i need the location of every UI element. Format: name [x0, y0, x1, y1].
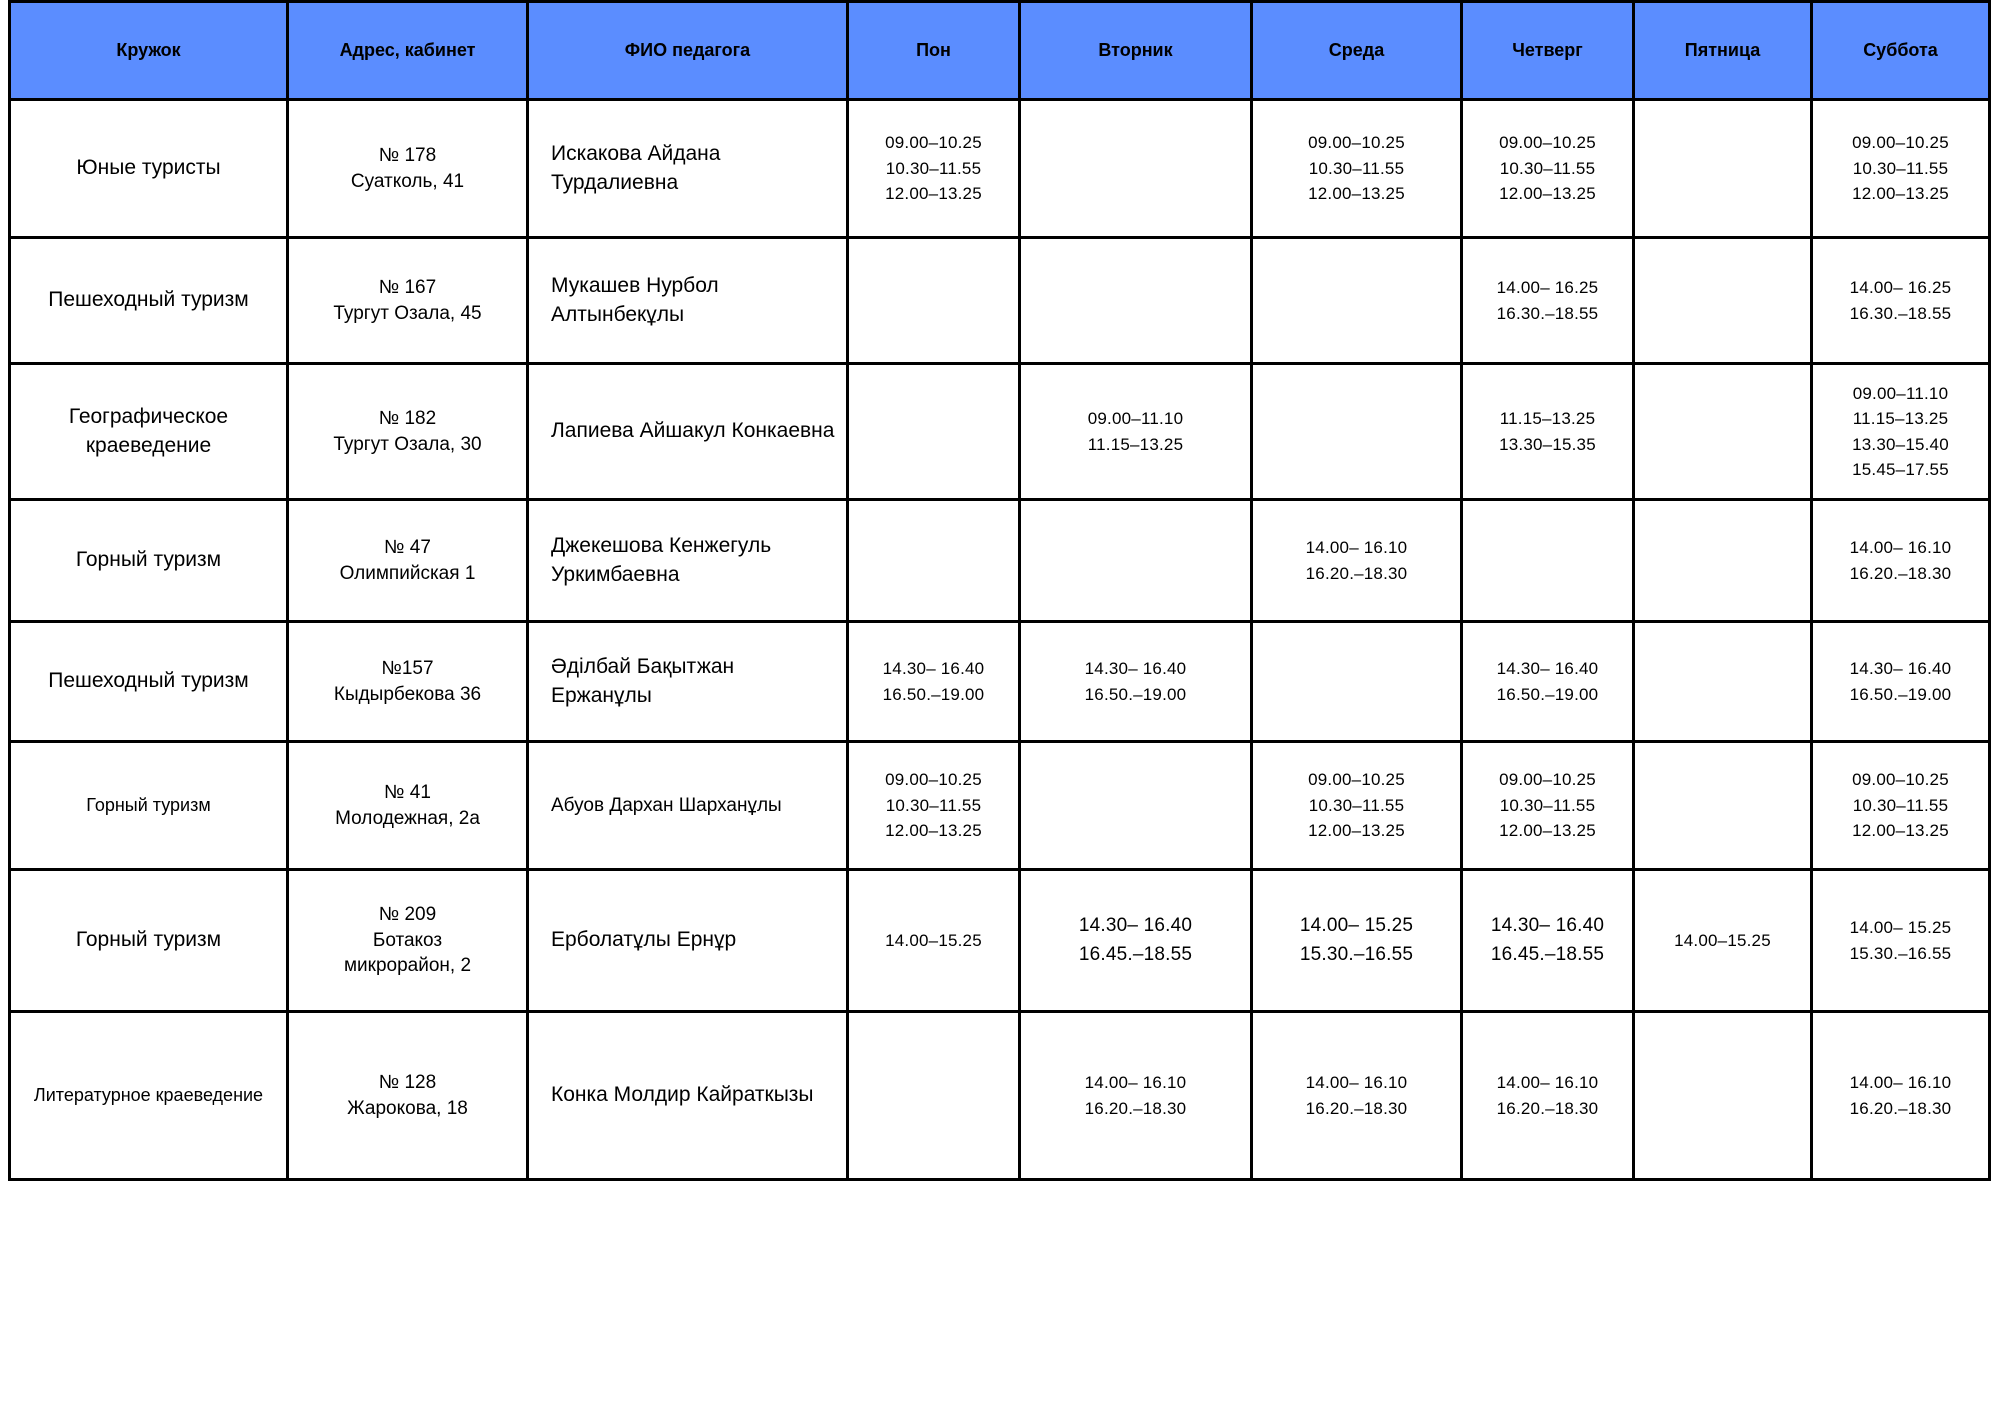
- cell-monday: [848, 500, 1020, 622]
- cell-club: Горный туризм: [10, 500, 288, 622]
- column-header-monday: Пон: [848, 2, 1020, 100]
- time-slot: 12.00–13.25: [1852, 821, 1949, 841]
- cell-thursday: [1462, 1012, 1634, 1180]
- cell-saturday: [1812, 100, 1990, 238]
- address-line: Кыдырбекова 36: [333, 683, 482, 705]
- cell-saturday: [1812, 364, 1990, 500]
- cell-thursday: [1462, 742, 1634, 870]
- time-slot: 10.30–11.55: [885, 158, 982, 178]
- cell-saturday: [1812, 1012, 1990, 1180]
- cell-teacher: Лапиева Айшакул Конкаевна: [528, 364, 848, 500]
- cell-teacher: Ерболатұлы Ернұр: [528, 870, 848, 1012]
- cell-monday: [848, 622, 1020, 742]
- cell-friday: [1634, 100, 1812, 238]
- table-row: [10, 742, 1990, 870]
- table-row: [10, 238, 1990, 364]
- cell-club: Литературное краеведение: [10, 1012, 288, 1180]
- address-line: Молодежная, 2а: [335, 807, 480, 829]
- cell-monday: [848, 1012, 1020, 1180]
- cell-wednesday: [1252, 742, 1462, 870]
- time-slot: 11.15–13.25: [1852, 409, 1949, 428]
- cell-thursday: [1462, 870, 1634, 1012]
- cell-tuesday: [1020, 870, 1252, 1012]
- address-line: № 128: [378, 1071, 437, 1093]
- column-header-thursday: Четверг: [1462, 2, 1634, 100]
- time-slot: 13.30–15.40: [1852, 434, 1949, 454]
- cell-wednesday: [1252, 500, 1462, 622]
- time-slot: 10.30–11.55: [1308, 795, 1405, 815]
- cell-club: Горный туризм: [10, 870, 288, 1012]
- cell-club: Пешеходный туризм: [10, 238, 288, 364]
- cell-wednesday: [1252, 100, 1462, 238]
- time-slot: 12.00–13.25: [885, 821, 982, 841]
- column-header-friday: Пятница: [1634, 2, 1812, 100]
- address-line: №157: [381, 657, 434, 679]
- time-slot: 16.50.–19.00: [1849, 684, 1952, 704]
- address-line: Олимпийская 1: [339, 562, 476, 584]
- time-slot: 14.00– 15.25: [1849, 918, 1952, 937]
- address-line: Суатколь, 41: [350, 170, 465, 192]
- time-slot: 10.30–11.55: [1852, 795, 1949, 815]
- time-slot: 13.30–15.35: [1499, 434, 1596, 454]
- table-row: [10, 622, 1990, 742]
- cell-saturday: [1812, 870, 1990, 1012]
- time-slot: 11.15–13.25: [1499, 409, 1596, 428]
- cell-club: Географическое краеведение: [10, 364, 288, 500]
- cell-friday: [1634, 238, 1812, 364]
- cell-friday: [1634, 500, 1812, 622]
- time-slot: 12.00–13.25: [1499, 184, 1596, 204]
- table-row: [10, 870, 1990, 1012]
- time-slot: 14.00– 16.10: [1305, 538, 1408, 557]
- time-slot: 14.00– 15.25: [1299, 915, 1414, 936]
- cell-tuesday: [1020, 100, 1252, 238]
- address-line: № 178: [378, 144, 437, 166]
- cell-address: [288, 870, 528, 1012]
- cell-saturday: [1812, 622, 1990, 742]
- time-slot: 12.00–13.25: [1499, 821, 1596, 841]
- time-slot: 11.15–13.25: [1087, 434, 1184, 454]
- table-row: [10, 364, 1990, 500]
- cell-thursday: [1462, 238, 1634, 364]
- cell-tuesday: [1020, 622, 1252, 742]
- time-slot: 16.20.–18.30: [1305, 563, 1408, 583]
- cell-address: [288, 238, 528, 364]
- table-body: [10, 100, 1990, 1180]
- cell-thursday: [1462, 100, 1634, 238]
- time-slot: 14.00– 16.10: [1849, 1073, 1952, 1092]
- address-line: № 47: [384, 536, 431, 558]
- time-slot: 09.00–10.25: [1499, 770, 1596, 790]
- column-header-club: Кружок: [10, 2, 288, 100]
- time-slot: 09.00–10.25: [1499, 133, 1596, 153]
- address-line: микрорайон, 2: [343, 955, 472, 977]
- cell-friday: [1634, 1012, 1812, 1180]
- time-slot: 12.00–13.25: [1852, 184, 1949, 204]
- header-row: [10, 2, 1990, 100]
- cell-thursday: [1462, 500, 1634, 622]
- time-slot: 12.00–13.25: [885, 184, 982, 204]
- time-slot: 14.30– 16.40: [1849, 659, 1952, 678]
- table-row: [10, 100, 1990, 238]
- time-slot: 14.30– 16.40: [882, 659, 985, 678]
- time-slot: 16.30.–18.55: [1849, 303, 1952, 323]
- time-slot: 16.30.–18.55: [1496, 303, 1599, 323]
- time-slot: 14.00– 16.25: [1496, 278, 1599, 297]
- time-slot: 10.30–11.55: [1499, 795, 1596, 815]
- cell-tuesday: [1020, 364, 1252, 500]
- time-slot: 09.00–11.10: [1087, 409, 1184, 428]
- time-slot: 14.00– 16.10: [1305, 1073, 1408, 1092]
- address-line: № 209: [378, 904, 437, 926]
- time-slot: 16.50.–19.00: [1496, 684, 1599, 704]
- cell-wednesday: [1252, 870, 1462, 1012]
- time-slot: 16.20.–18.30: [1305, 1098, 1408, 1118]
- time-slot: 15.30.–16.55: [1299, 943, 1414, 965]
- address-line: № 167: [378, 276, 437, 298]
- cell-saturday: [1812, 238, 1990, 364]
- time-slot: 16.50.–19.00: [882, 684, 985, 704]
- column-header-wednesday: Среда: [1252, 2, 1462, 100]
- cell-address: [288, 742, 528, 870]
- address-line: № 182: [378, 407, 437, 429]
- address-line: № 41: [384, 781, 431, 803]
- time-slot: 09.00–10.25: [1852, 133, 1949, 153]
- cell-thursday: [1462, 364, 1634, 500]
- time-slot: 12.00–13.25: [1308, 821, 1405, 841]
- column-header-address: Адрес, кабинет: [288, 2, 528, 100]
- time-slot: 14.00–15.25: [885, 930, 982, 950]
- time-slot: 14.00– 16.10: [1496, 1073, 1599, 1092]
- cell-teacher: Джекешова Кенжегуль Уркимбаевна: [528, 500, 848, 622]
- column-header-tuesday: Вторник: [1020, 2, 1252, 100]
- cell-teacher: Искакова Айдана Турдалиевна: [528, 100, 848, 238]
- time-slot: 09.00–10.25: [1308, 770, 1405, 790]
- cell-club: Пешеходный туризм: [10, 622, 288, 742]
- cell-club: Горный туризм: [10, 742, 288, 870]
- column-header-saturday: Суббота: [1812, 2, 1990, 100]
- cell-monday: [848, 870, 1020, 1012]
- address-line: Ботакоз: [372, 929, 443, 951]
- time-slot: 14.30– 16.40: [1496, 659, 1599, 678]
- time-slot: 15.30.–16.55: [1849, 943, 1952, 963]
- cell-wednesday: [1252, 364, 1462, 500]
- address-line: Тургут Озала, 30: [333, 433, 482, 455]
- time-slot: 14.30– 16.40: [1490, 915, 1605, 936]
- time-slot: 09.00–10.25: [885, 770, 982, 790]
- column-header-teacher: ФИО педагога: [528, 2, 848, 100]
- time-slot: 14.00–15.25: [1674, 930, 1771, 950]
- cell-teacher: Мукашев Нурбол Алтынбекұлы: [528, 238, 848, 364]
- cell-wednesday: [1252, 238, 1462, 364]
- cell-tuesday: [1020, 500, 1252, 622]
- time-slot: 16.45.–18.55: [1078, 943, 1193, 965]
- time-slot: 12.00–13.25: [1308, 184, 1405, 204]
- table-row: [10, 1012, 1990, 1180]
- cell-address: [288, 100, 528, 238]
- cell-thursday: [1462, 622, 1634, 742]
- cell-monday: [848, 742, 1020, 870]
- time-slot: 14.30– 16.40: [1078, 915, 1193, 936]
- time-slot: 14.00– 16.10: [1084, 1073, 1187, 1092]
- time-slot: 16.20.–18.30: [1849, 1098, 1952, 1118]
- cell-teacher: Конка Молдир Кайраткызы: [528, 1012, 848, 1180]
- cell-tuesday: [1020, 238, 1252, 364]
- time-slot: 16.20.–18.30: [1496, 1098, 1599, 1118]
- time-slot: 16.50.–19.00: [1084, 684, 1187, 704]
- schedule-table: [8, 0, 1991, 1181]
- cell-monday: [848, 238, 1020, 364]
- cell-saturday: [1812, 500, 1990, 622]
- time-slot: 16.20.–18.30: [1849, 563, 1952, 583]
- table-header: [10, 2, 1990, 100]
- cell-friday: [1634, 622, 1812, 742]
- time-slot: 09.00–10.25: [885, 133, 982, 153]
- time-slot: 15.45–17.55: [1852, 460, 1949, 479]
- time-slot: 09.00–10.25: [1308, 133, 1405, 153]
- time-slot: 09.00–11.10: [1852, 383, 1949, 403]
- cell-tuesday: [1020, 1012, 1252, 1180]
- time-slot: 10.30–11.55: [1852, 158, 1949, 178]
- cell-address: [288, 364, 528, 500]
- time-slot: 14.30– 16.40: [1084, 659, 1187, 678]
- cell-tuesday: [1020, 742, 1252, 870]
- time-slot: 10.30–11.55: [885, 795, 982, 815]
- cell-friday: [1634, 364, 1812, 500]
- cell-club: Юные туристы: [10, 100, 288, 238]
- cell-friday: [1634, 742, 1812, 870]
- cell-monday: [848, 364, 1020, 500]
- time-slot: 14.00– 16.25: [1849, 278, 1952, 297]
- cell-monday: [848, 100, 1020, 238]
- time-slot: 09.00–10.25: [1852, 770, 1949, 790]
- time-slot: 16.20.–18.30: [1084, 1098, 1187, 1118]
- time-slot: 14.00– 16.10: [1849, 538, 1952, 557]
- cell-saturday: [1812, 742, 1990, 870]
- cell-address: [288, 1012, 528, 1180]
- cell-address: [288, 622, 528, 742]
- time-slot: 10.30–11.55: [1308, 158, 1405, 178]
- cell-wednesday: [1252, 1012, 1462, 1180]
- address-line: Жарокова, 18: [347, 1097, 468, 1119]
- cell-teacher: Абуов Дархан Шарханұлы: [528, 742, 848, 870]
- cell-address: [288, 500, 528, 622]
- address-line: Тургут Озала, 45: [333, 302, 482, 324]
- time-slot: 10.30–11.55: [1499, 158, 1596, 178]
- time-slot: 16.45.–18.55: [1490, 943, 1605, 965]
- cell-teacher: Әділбай Бақытжан Ержанұлы: [528, 622, 848, 742]
- cell-wednesday: [1252, 622, 1462, 742]
- table-row: [10, 500, 1990, 622]
- cell-friday: [1634, 870, 1812, 1012]
